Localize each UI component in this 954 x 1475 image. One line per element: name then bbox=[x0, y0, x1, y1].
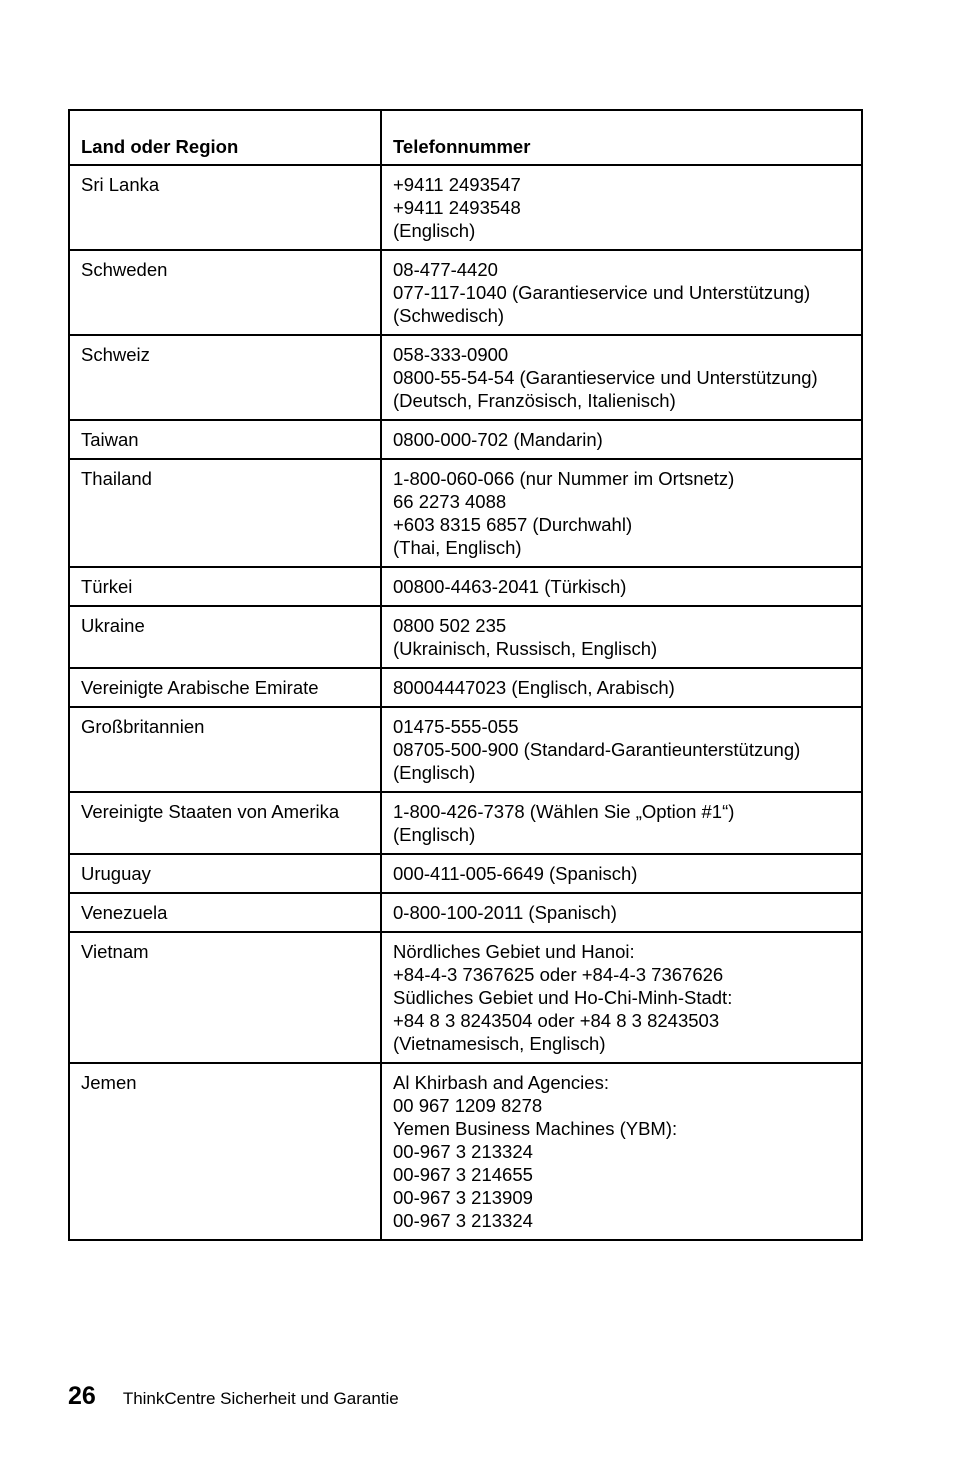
table-row bbox=[69, 606, 862, 668]
phone-cell: 0800-000-702 (Mandarin) bbox=[381, 420, 862, 459]
phone-support-table bbox=[68, 109, 863, 1241]
country-cell: Vereinigte Arabische Emirate bbox=[69, 668, 381, 707]
page-number: 26 bbox=[68, 1382, 96, 1410]
phone-cell: 0800 502 235 (Ukrainisch, Russisch, Englisch) bbox=[381, 606, 862, 668]
country-cell: Taiwan bbox=[69, 420, 381, 459]
phone-cell: 1-800-426-7378 (Wählen Sie „Option #1“) (Englisch) bbox=[381, 792, 862, 854]
page-footer bbox=[68, 1382, 399, 1411]
phone-cell: Nördliches Gebiet und Hanoi: +84-4-3 7367625 oder +84-4-3 7367626 Südliches Gebiet und Ho-Chi-Minh-Stadt: +84 8 3 8243504 oder +84 8 3 8243503 (Vietnamesisch, Englisch) bbox=[381, 932, 862, 1063]
phone-cell: 058-333-0900 0800-55-54-54 (Garantieservice und Unterstützung) (Deutsch, Französisch, Italienisch) bbox=[381, 335, 862, 420]
phone-cell: 80004447023 (Englisch, Arabisch) bbox=[381, 668, 862, 707]
table-row bbox=[69, 1063, 862, 1240]
country-cell: Jemen bbox=[69, 1063, 381, 1240]
phone-cell: 01475-555-055 08705-500-900 (Standard-Garantieunterstützung) (Englisch) bbox=[381, 707, 862, 792]
header-country: Land oder Region bbox=[69, 110, 381, 165]
table-row bbox=[69, 668, 862, 707]
document-title: ThinkCentre Sicherheit und Garantie bbox=[122, 1389, 399, 1408]
table-row bbox=[69, 707, 862, 792]
table-row bbox=[69, 420, 862, 459]
table-row bbox=[69, 854, 862, 893]
phone-cell: +9411 2493547 +9411 2493548 (Englisch) bbox=[381, 165, 862, 250]
country-cell: Vereinigte Staaten von Amerika bbox=[69, 792, 381, 854]
country-cell: Ukraine bbox=[69, 606, 381, 668]
country-cell: Thailand bbox=[69, 459, 381, 567]
phone-cell: 000-411-005-6649 (Spanisch) bbox=[381, 854, 862, 893]
country-cell: Sri Lanka bbox=[69, 165, 381, 250]
table-row bbox=[69, 792, 862, 854]
country-cell: Venezuela bbox=[69, 893, 381, 932]
country-cell: Schweden bbox=[69, 250, 381, 335]
table-row bbox=[69, 250, 862, 335]
country-cell: Türkei bbox=[69, 567, 381, 606]
table-row bbox=[69, 459, 862, 567]
table-header-row bbox=[69, 110, 862, 165]
phone-cell: 1-800-060-066 (nur Nummer im Ortsnetz) 66 2273 4088 +603 8315 6857 (Durchwahl) (Thai, Englisch) bbox=[381, 459, 862, 567]
table-row bbox=[69, 165, 862, 250]
header-phone: Telefonnummer bbox=[381, 110, 862, 165]
phone-cell: 00800-4463-2041 (Türkisch) bbox=[381, 567, 862, 606]
phone-cell: Al Khirbash and Agencies: 00 967 1209 8278 Yemen Business Machines (YBM): 00-967 3 213324 00-967 3 214655 00-967 3 213909 00-967 3 213324 bbox=[381, 1063, 862, 1240]
phone-cell: 08-477-4420 077-117-1040 (Garantieservice und Unterstützung) (Schwedisch) bbox=[381, 250, 862, 335]
phone-cell: 0-800-100-2011 (Spanisch) bbox=[381, 893, 862, 932]
table-row bbox=[69, 932, 862, 1063]
table-row bbox=[69, 893, 862, 932]
country-cell: Schweiz bbox=[69, 335, 381, 420]
country-cell: Uruguay bbox=[69, 854, 381, 893]
country-cell: Großbritannien bbox=[69, 707, 381, 792]
country-cell: Vietnam bbox=[69, 932, 381, 1063]
table-row bbox=[69, 567, 862, 606]
table-row bbox=[69, 335, 862, 420]
